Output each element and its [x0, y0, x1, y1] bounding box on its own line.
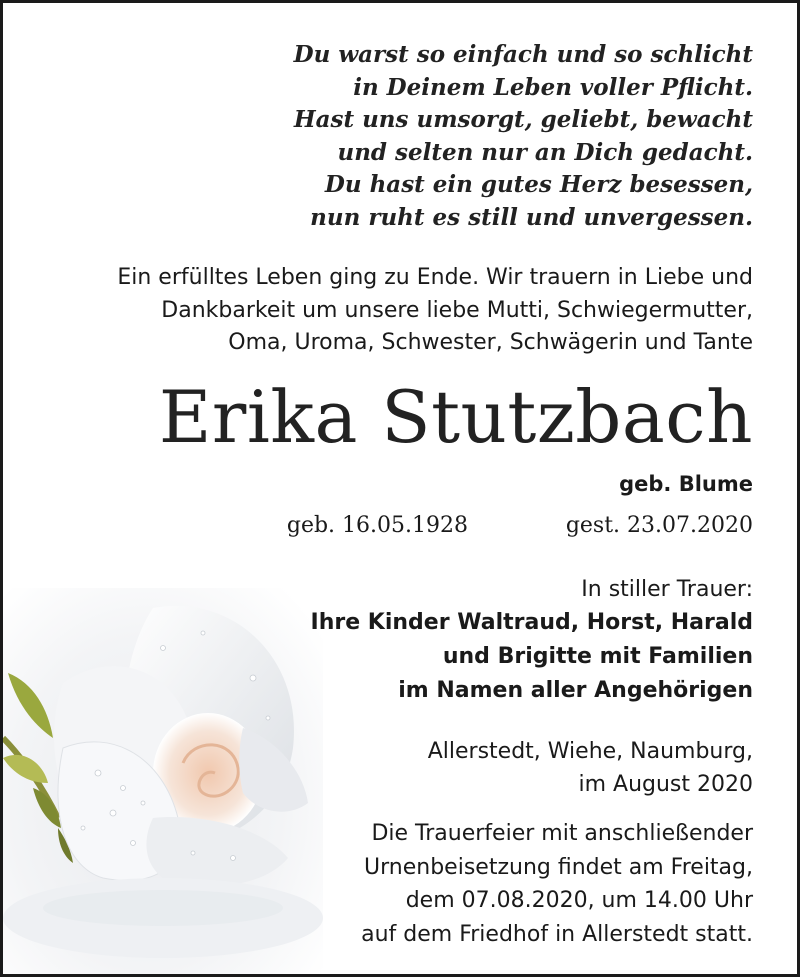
maiden-name: geb. Blume	[619, 472, 753, 496]
funeral-line: dem 07.08.2020, um 14.00 Uhr	[405, 888, 753, 913]
mourners-line: und Brigitte mit Familien	[442, 644, 753, 669]
intro-line: Dankbarkeit um unsere liebe Mutti, Schwiegermutter,	[161, 297, 753, 323]
mourners-heading: In stiller Trauer:	[581, 577, 753, 602]
place-and-date	[253, 735, 753, 801]
poem-line: Hast uns umsorgt, geliebt, bewacht	[293, 106, 753, 133]
funeral-line: Urnenbeisetzung findet am Freitag,	[364, 854, 753, 880]
funeral-line: auf dem Friedhof in Allerstedt statt.	[361, 921, 753, 947]
intro-line: Ein erfülltes Leben ging zu Ende. Wir trauern in Liebe und	[117, 265, 753, 290]
intro-text	[13, 262, 753, 360]
poem	[193, 39, 753, 234]
deceased-name: Erika Stutzbach	[158, 375, 753, 459]
poem-line: Du warst so einfach und so schlicht	[293, 41, 753, 68]
mourners-line: im Namen aller Angehörigen	[398, 678, 753, 703]
poem-line: Du hast ein gutes Herz besessen,	[324, 171, 753, 198]
poem-line: nun ruht es still und unvergessen.	[310, 203, 753, 231]
birth-date: geb. 16.05.1928	[286, 513, 468, 538]
mourners-line: Ihre Kinder Waltraud, Horst, Harald	[310, 610, 753, 635]
poem-line: und selten nur an Dich gedacht.	[337, 138, 753, 166]
mourners-list	[153, 606, 753, 708]
life-dates	[253, 508, 753, 544]
place-line: Allerstedt, Wiehe, Naumburg,	[427, 739, 753, 764]
poem-line: in Deinem Leben voller Pflicht.	[353, 73, 753, 101]
date-line: im August 2020	[578, 772, 753, 797]
death-date: gest. 23.07.2020	[565, 513, 753, 538]
funeral-info	[233, 817, 753, 951]
funeral-line: Die Trauerfeier mit anschließender	[371, 821, 753, 846]
intro-line: Oma, Uroma, Schwester, Schwägerin und Tante	[228, 330, 753, 355]
